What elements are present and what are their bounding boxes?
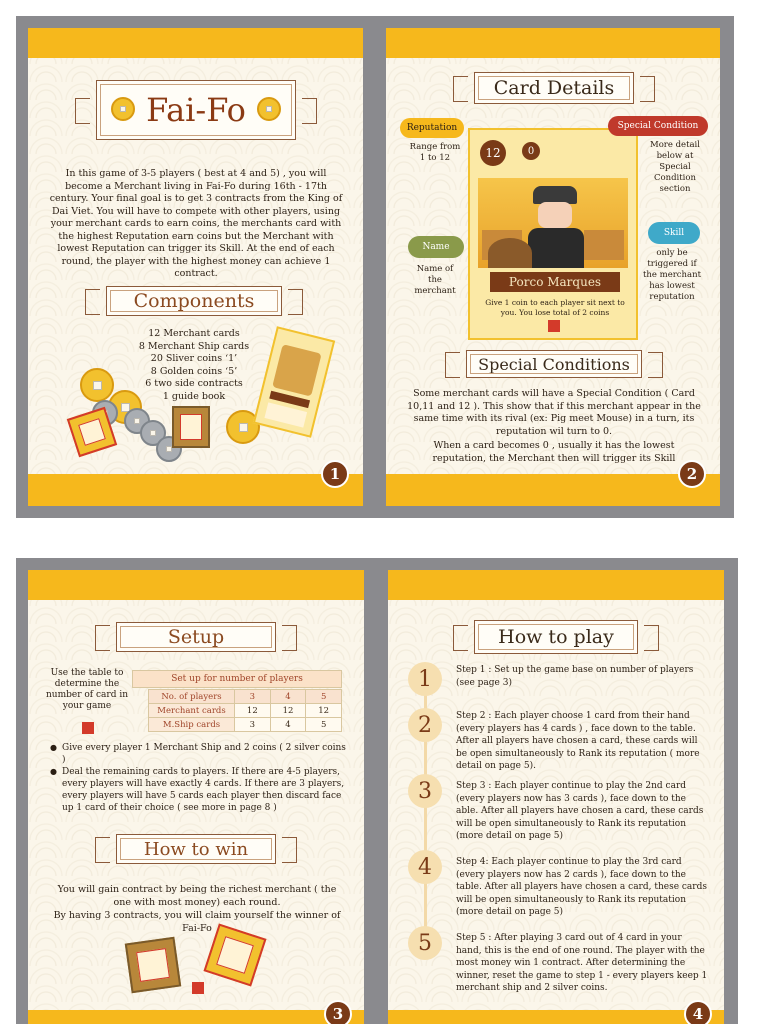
card-skill-text: Give 1 coin to each player sit next to you. You lose total of 2 coins [485, 298, 625, 317]
seal-icon [548, 320, 560, 332]
components-list [124, 328, 264, 403]
contract-card-icon [125, 937, 181, 993]
page-top-band [28, 28, 363, 58]
win-frame [116, 834, 276, 864]
table-cell: 3 [235, 718, 271, 732]
special-condition-badge: 0 [522, 142, 540, 160]
coin-icon [257, 97, 281, 121]
setup-bullets [50, 742, 350, 814]
page-title: How to play [498, 626, 614, 648]
page-number: 3 [324, 1000, 352, 1024]
title-frame [474, 72, 634, 104]
reputation-desc: Range from 1 to 12 [409, 142, 461, 163]
table-cell: 12 [270, 704, 306, 718]
section-title: How to win [143, 838, 249, 860]
table-cell: 5 [306, 718, 342, 732]
skill-pill: Skill [648, 222, 700, 244]
setup-frame [116, 622, 276, 652]
section-title: Components [133, 290, 255, 312]
page-top-band [28, 570, 364, 600]
list-item: 6 two side contracts [145, 378, 243, 389]
step-text: Step 5 : After playing 3 card out of 4 card in your hand, this is the end of one round. The player with the most money win 1 contract. After determining the winner, reset the game to step 1 - every players keep 1 merchant ship and 2 silver coins. [456, 933, 708, 993]
name-pill: Name [408, 236, 464, 258]
list-item: ● Deal the remaining cards to players. If there are 4-5 players, every players will have exactly 4 cards. If there are 3 players, every players will have 5 cards each player then discard face up 1 card of their choice ( see more in page 8 ) [50, 766, 350, 814]
table-header-row [149, 690, 342, 704]
table-cell: M.Ship cards [149, 718, 235, 732]
section-title: Special Conditions [478, 354, 630, 374]
table-cell: 5 [306, 690, 342, 704]
page-bottom-band [28, 474, 363, 506]
table-row [149, 718, 342, 732]
special-condition-desc: More detail below at Special Condition section [649, 140, 700, 194]
card-artwork [478, 178, 628, 268]
step-text: Step 4: Each player continue to play the 3rd card (every players now has 2 cards ), face down to the table. After all players have chosen a card, these cards will be open simultaneously to Rank its reputation (more detail on page 5) [456, 857, 707, 917]
name-desc: Name of the merchant [414, 264, 456, 296]
page-bottom-band [388, 1010, 724, 1024]
title-frame [96, 80, 296, 140]
page-2 [386, 28, 720, 506]
how-to-play-frame [474, 620, 638, 654]
table-cell: 4 [270, 690, 306, 704]
page-top-band [388, 570, 724, 600]
step-number: 1 [408, 662, 442, 696]
page-title: Card Details [493, 77, 615, 99]
components-frame [106, 286, 282, 316]
contract-card-icon [172, 406, 210, 448]
list-item: ● Give every player 1 Merchant Ship and 2 coins ( 2 silver coins ) [50, 742, 350, 766]
step-text: Step 2 : Each player choose 1 card from their hand (every players has 4 cards ) , face down to the table. After all players have chosen a card, these cards will be open simultaneously to Rank its reputation ( more detail on page 5). [456, 711, 700, 771]
page-number: 1 [321, 460, 349, 488]
seal-icon [192, 982, 204, 994]
win-text: You will gain contract by being the richest merchant ( the one with most money) each round. [57, 884, 337, 908]
reputation-badge: 12 [480, 140, 506, 166]
table-cell: No. of players [149, 690, 235, 704]
table-cell: Merchant cards [149, 704, 235, 718]
step-number: 3 [408, 774, 442, 808]
table-row [149, 704, 342, 718]
card-name-banner: Porco Marques [490, 272, 620, 292]
table-caption: Set up for number of players [132, 670, 342, 688]
table-cell: 12 [306, 704, 342, 718]
table-cell: 4 [270, 718, 306, 732]
seal-icon [82, 722, 94, 734]
list-item: 20 Sliver coins ‘1’ [150, 353, 238, 364]
merchant-card [468, 128, 638, 340]
page-number: 2 [678, 460, 706, 488]
skill-desc: only be triggered if the merchant has lowest reputation [643, 248, 701, 302]
page-1 [28, 28, 363, 506]
page-3 [28, 570, 364, 1024]
list-item: 12 Merchant cards [148, 328, 240, 339]
step-text: Step 1 : Set up the game base on number of players (see page 3) [456, 665, 694, 688]
page-title: Setup [167, 626, 225, 648]
step-number: 2 [408, 708, 442, 742]
table-cell: 3 [235, 690, 271, 704]
list-item: 1 guide book [162, 390, 226, 402]
gold-coin-icon [80, 368, 114, 402]
intro-text: In this game of 3-5 players ( best at 4 and 5) , you will become a Merchant living in Fai-Fo during 16th - 17th century. Your final goal is to get 3 contracts from the King of Dai Viet. You will have to compete with other players, using your merchant cards to earn coins, the merchants card with the highest Reputation earn coins but the Merchant with lowest Reputation can trigger its Skill. At the end of each round, the player with the highest money can achieve 1 contract. [49, 168, 343, 279]
table-intro: Use the table to determine the number of card in your game [46, 668, 128, 711]
special-text-2: When a card becomes 0 , usually it has the lowest reputation, the Merchant then will trigger its Skill [432, 440, 676, 464]
step-text: Step 3 : Each player continue to play the 2nd card (every players now has 3 cards ), face down to the able. After all players have chosen a card, these cards will be open simultaneously to Rank its reputation (more detail on page 5) [456, 781, 704, 841]
step-number: 5 [408, 926, 442, 960]
setup-table [148, 689, 342, 732]
table-cell: 12 [235, 704, 271, 718]
merchant-card-image [253, 326, 335, 438]
coin-icon [111, 97, 135, 121]
page-bottom-band [386, 474, 720, 506]
page-4 [388, 570, 724, 1024]
page-number: 4 [684, 1000, 712, 1024]
list-item: 8 Merchant Ship cards [138, 340, 250, 352]
step-number: 4 [408, 850, 442, 884]
special-frame [466, 350, 642, 378]
special-condition-pill: Special Condition [608, 116, 708, 136]
page-top-band [386, 28, 720, 58]
list-item: 8 Golden coins ‘5’ [150, 365, 238, 377]
reputation-pill: Reputation [400, 118, 464, 138]
page-bottom-band [28, 1010, 364, 1024]
page-title: Fai-Fo [146, 91, 246, 129]
win-text-2: By having 3 contracts, you will claim yourself the winner of Fai-Fo [53, 910, 341, 934]
special-text: Some merchant cards will have a Special Condition ( Card 10,11 and 12 ). This show that if this merchant appear in the same time with its rival (ex: Pig meet Mouse) in a turn, its reputation wil turn to 0. [407, 388, 701, 437]
